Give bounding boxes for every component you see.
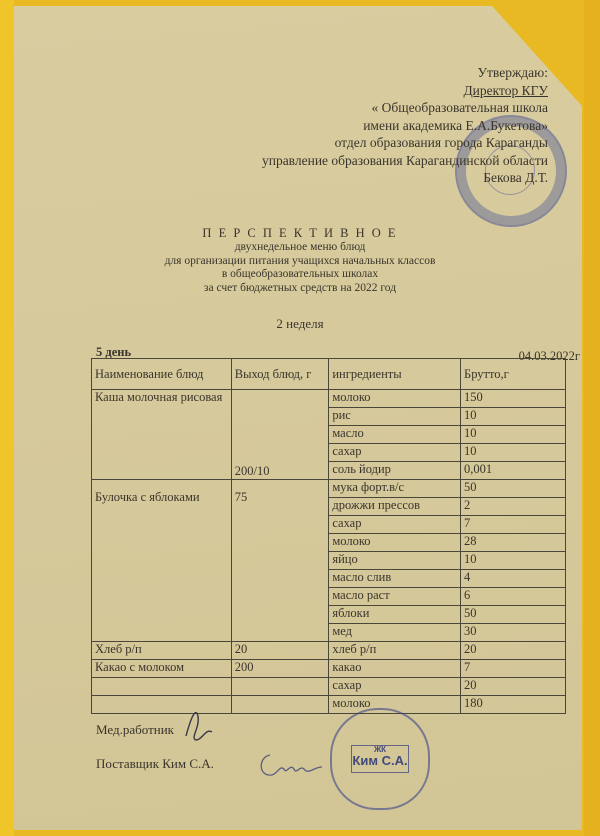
dish-output: 200/10 — [231, 390, 329, 480]
table-row — [92, 480, 566, 498]
ingredient: масло раст — [329, 588, 461, 606]
header-ingredients: ингредиенты — [329, 359, 461, 390]
gross-weight: 10 — [461, 552, 566, 570]
board-left-edge — [0, 0, 14, 836]
table-row — [92, 642, 566, 660]
ingredient: яйцо — [329, 552, 461, 570]
ingredient: какао — [329, 660, 461, 678]
dish-output-text: 75 — [234, 490, 248, 504]
title-sub: за счет бюджетных средств на 2022 год — [203, 281, 397, 294]
gross-weight: 10 — [461, 408, 566, 426]
dish-name-text: Булочка с яблоками — [95, 490, 200, 504]
medical-worker-label: Мед.работник — [96, 722, 174, 737]
approval-line: Директор КГУ — [463, 82, 548, 98]
table-row — [92, 390, 566, 408]
date-label: 04.03.2022г — [518, 349, 580, 363]
ingredient: хлеб р/п — [329, 642, 461, 660]
title-sub: двухнедельное меню блюд — [234, 241, 366, 253]
approval-line: « Общеобразовательная школа — [371, 100, 548, 115]
document-title — [0, 226, 600, 295]
table-row — [92, 696, 566, 714]
dish-name — [92, 480, 232, 642]
ingredient: дрожжи прессов — [329, 498, 461, 516]
gross-weight: 6 — [461, 588, 566, 606]
week-label: 2 неделя — [276, 316, 324, 331]
gross-weight: 2 — [461, 498, 566, 516]
gross-weight: 4 — [461, 570, 566, 588]
dish-output — [231, 480, 329, 642]
dish-output: 20 — [231, 642, 329, 660]
ingredient: молоко — [329, 696, 461, 714]
header-gross: Брутто,г — [461, 359, 566, 390]
stamp-prefix: ЖК — [373, 745, 387, 754]
ingredient: молоко — [329, 390, 461, 408]
gross-weight: 28 — [461, 534, 566, 552]
supplier-label: Поставщик Ким С.А. — [96, 756, 214, 771]
approval-line: Утверждаю: — [477, 65, 548, 80]
gross-weight: 20 — [461, 678, 566, 696]
gross-weight: 0,001 — [461, 462, 566, 480]
gross-weight: 50 — [461, 480, 566, 498]
supplier-stamp-label — [351, 745, 409, 773]
stamp-name: Ким С.А. — [352, 753, 408, 768]
title-sub: для организации питания учащихся начальных классов — [164, 254, 436, 267]
gross-weight: 50 — [461, 606, 566, 624]
dish-name: Хлеб р/п — [92, 642, 232, 660]
ingredient: молоко — [329, 534, 461, 552]
approval-block — [208, 64, 548, 187]
ingredient: мед — [329, 624, 461, 642]
gross-weight: 180 — [461, 696, 566, 714]
gross-weight: 10 — [461, 426, 566, 444]
table-header-row — [92, 359, 566, 390]
approval-line: имени академика Е.А.Букетова» — [363, 117, 548, 133]
gross-weight: 7 — [461, 516, 566, 534]
gross-weight: 20 — [461, 642, 566, 660]
ingredient: сахар — [329, 678, 461, 696]
ingredient: масло слив — [329, 570, 461, 588]
ingredient: рис — [329, 408, 461, 426]
empty-cell — [231, 678, 329, 696]
ingredient: яблоки — [329, 606, 461, 624]
dish-output: 200 — [231, 660, 329, 678]
gross-weight: 150 — [461, 390, 566, 408]
signature-medical-worker — [182, 706, 218, 746]
ingredient: мука форт.в/с — [329, 480, 461, 498]
signature-supplier — [256, 745, 326, 785]
title-sub: в общеобразовательных школах — [221, 268, 379, 280]
gross-weight: 30 — [461, 624, 566, 642]
table-row — [92, 660, 566, 678]
empty-cell — [231, 696, 329, 714]
table-row — [92, 678, 566, 696]
menu-table — [91, 358, 566, 714]
gross-weight: 10 — [461, 444, 566, 462]
approval-signer: Бекова Д.Т. — [483, 170, 548, 185]
ingredient: масло — [329, 426, 461, 444]
dish-name: Какао с молоком — [92, 660, 232, 678]
ingredient: сахар — [329, 444, 461, 462]
gross-weight: 7 — [461, 660, 566, 678]
day-label: 5 день — [96, 345, 132, 359]
header-output: Выход блюд, г — [231, 359, 329, 390]
header-dish: Наименование блюд — [92, 359, 232, 390]
board-right-edge — [584, 0, 600, 836]
title-main: П Е Р С П Е К Т И В Н О Е — [202, 226, 398, 240]
empty-cell — [92, 678, 232, 696]
dish-name: Каша молочная рисовая — [92, 390, 232, 480]
ingredient: соль йодир — [329, 462, 461, 480]
ingredient: сахар — [329, 516, 461, 534]
approval-line: отдел образования города Караганды — [334, 135, 548, 150]
approval-line: управление образования Карагандинской области — [261, 152, 548, 168]
